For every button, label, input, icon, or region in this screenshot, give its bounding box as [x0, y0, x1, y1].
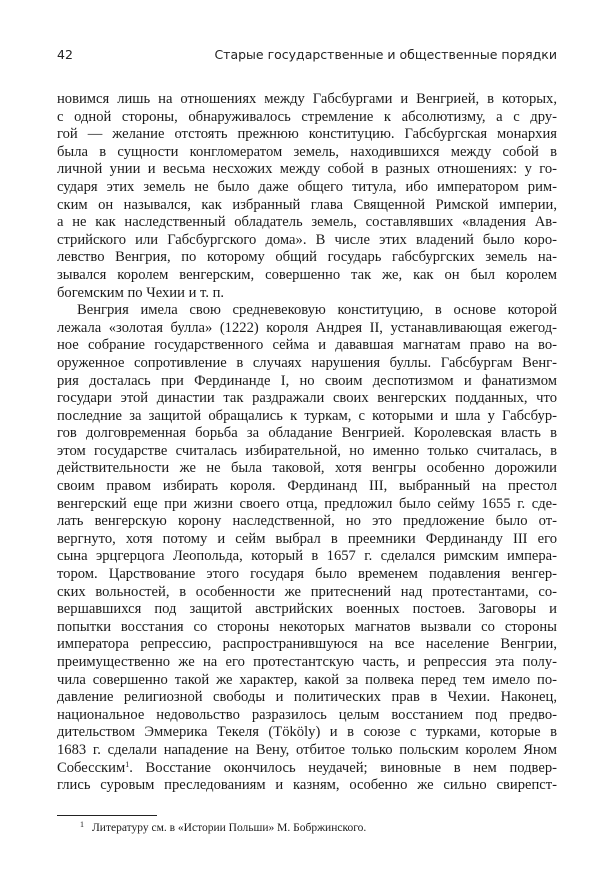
text-line: зывался королем венгерским, совершенно так же, как он был королем [57, 266, 557, 283]
text-line: последние за защитой обращались к туркам, с которыми и шла у Габсбур- [57, 407, 557, 424]
text-line: вергнуто, хотя потому и сейм выбрал в преемники Фердинанду III его [57, 530, 557, 547]
text-line: давление религиозной свободы и политических прав в Чехии. Наконец, [57, 689, 557, 706]
text-line: действительности же не была таковой, хотя венгры особенно дорожили [57, 460, 557, 477]
text-line: гой — желание отстоять прежнюю конституцию. Габсбургская монархия [57, 126, 557, 143]
running-header [57, 47, 557, 67]
text-line: тором. Царствование этого государя было временем подавления венгер- [57, 566, 557, 583]
text-line: стрийского или Габсбургского дома». В числе этих владений было коро- [57, 231, 557, 248]
text-line: национальное недовольство разразилось целым восстанием под предво- [57, 706, 557, 723]
text-line: новимся лишь на отношениях между Габсбургами и Венгрией, в которых, [57, 91, 557, 107]
text-line-footnoted [57, 760, 557, 778]
text-line: императора репрессию, распространившуюся на все население Венгрии, [57, 636, 557, 653]
footnote [57, 820, 366, 834]
text-line: оруженное сопротивление в случаях нарушения буллы. Габсбургам Венг- [57, 354, 557, 371]
footnote-mark: 1 [80, 820, 84, 829]
text-line: государи этой династии так раздражали своих венгерских подданных, что [57, 390, 557, 407]
text-line: сына эрцгерцога Леопольда, который в 1657 г. сделался римским импера- [57, 548, 557, 565]
footnote-divider [57, 815, 157, 816]
text-fragment: . Восстание окончилось неудачей; виновные в нем подвер- [129, 759, 557, 776]
text-line: богемским по Чехии и т. п. [57, 284, 225, 301]
text-line: своим правом избирать короля. Фердинанд III, выбранный на престол [57, 478, 557, 495]
text-line: с одной стороны, обнаруживалось стремление к абсолютизму, а с дру- [57, 108, 557, 125]
text-line: ским он назывался, как избранный глава Священной Римской империи, [57, 196, 557, 213]
paragraph-1 [57, 91, 557, 302]
page-number: 42 [57, 47, 73, 62]
text-fragment: Собесским [57, 759, 126, 776]
text-line: а не как наследственный обладатель земель, составлявших «владения Ав- [57, 214, 557, 231]
text-line: чила совершенно такой же характер, какой за полвека перед тем имело по- [57, 671, 557, 688]
text-line: рия досталась при Фердинанде I, но своим деспотизмом и фанатизмом [57, 372, 557, 389]
text-line: ное собрание государственного сейма и дававшая магнатам право на во- [57, 337, 557, 354]
running-title: Старые государственные и общественные порядки [214, 47, 557, 62]
footnote-reference[interactable]: 1 [125, 759, 130, 769]
text-line: преимущественно же на его протестантскую часть, и репрессия эта полу- [57, 654, 557, 670]
text-line: лать венгерскую корону наследственной, но это предложение было от- [57, 513, 557, 530]
text-line: этом государстве считалась избирательной, но именно только считалась, в [57, 442, 557, 459]
text-line: гов долговременная борьба за обладание Венгрией. Королевская власть в [57, 425, 557, 442]
paragraph-2 [57, 302, 557, 759]
text-line: дительством Эммерика Текеля (Tököly) и в союзе с турками, которые в [57, 724, 557, 741]
text-line: ских вольностей, в особенности же притеснений над протестантами, со- [57, 583, 557, 600]
footnote-text: Литературу см. в «Истории Польши» М. Бобржинского. [92, 822, 367, 834]
body-text [57, 91, 557, 795]
text-line: левство Венгрия, по которому общий государь габсбургских земель на- [57, 249, 557, 266]
text-line: венгерский еще при жизни своего отца, предложил было сейму 1655 г. сде- [57, 495, 557, 512]
text-line: попытки восстания со стороны некоторых магнатов вызвали со стороны [57, 618, 557, 635]
text-line: глись суровым преследованиям и казням, особенно же сильно свирепст- [57, 777, 557, 794]
text-line: лежала «золотая булла» (1222) короля Андрея II, устанавливающая ежегод- [57, 319, 557, 336]
text-line: вершавшихся под защитой австрийских военных постоев. Заговоры и [57, 601, 557, 618]
text-line: Венгрия имела свою средневековую конституцию, в основе которой [77, 302, 557, 319]
text-line: личной унии и весьма несхожих между собой в разных отношениях: у го- [57, 161, 557, 178]
text-line: была в сущности конгломератом земель, находившихся между собой в [57, 143, 557, 160]
text-line: 1683 г. сделали нападение на Вену, отбитое только польским королем Яном [57, 741, 557, 758]
text-line: сударя этих земель не было даже общего титула, ибо императором рим- [57, 178, 557, 195]
